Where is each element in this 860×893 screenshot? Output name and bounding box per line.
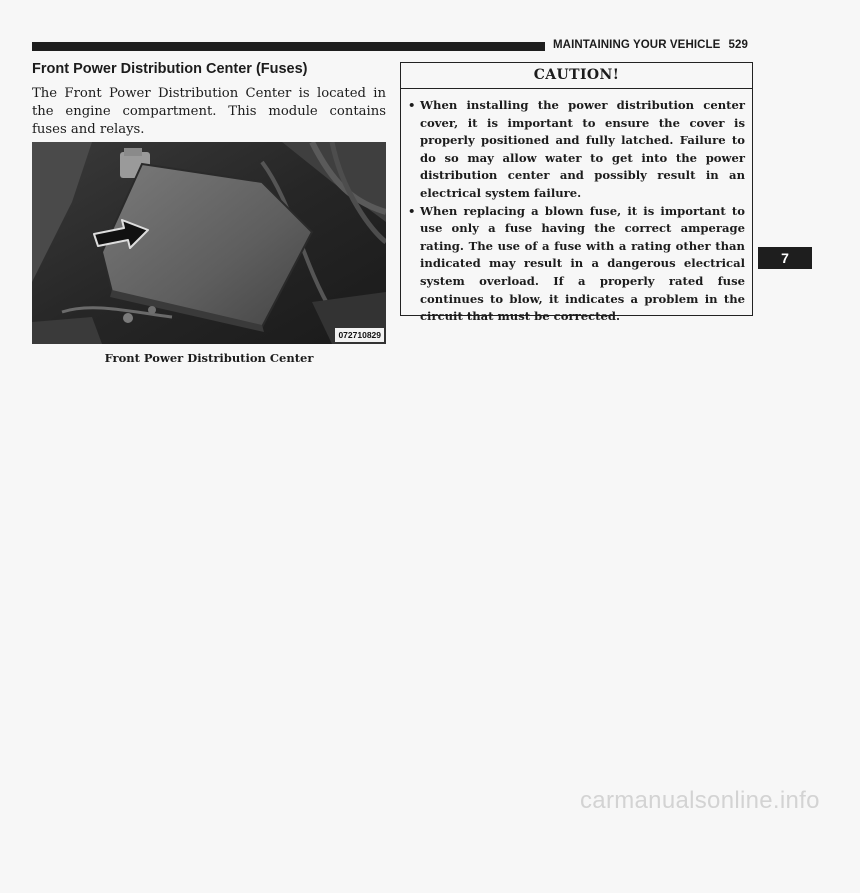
- caution-item: [408, 97, 745, 203]
- caution-list: [401, 89, 752, 326]
- section-title: Front Power Distribution Center (Fuses): [32, 61, 308, 77]
- bullet: •: [408, 203, 416, 218]
- bullet: •: [408, 98, 416, 112]
- page-number: 529: [728, 39, 748, 51]
- photo-illustration: [32, 142, 386, 344]
- header-rule: [32, 42, 545, 51]
- chapter-tab: 7: [758, 247, 812, 269]
- figure-code: 072710829: [335, 328, 384, 342]
- figure-caption: Front Power Distribution Center: [104, 351, 314, 365]
- watermark: carmanualsonline.info: [580, 787, 820, 814]
- intro-paragraph: The Front Power Distribution Center is located in the engine compartment. This module contains fuses and relays.: [32, 86, 386, 137]
- engine-compartment-photo: [32, 142, 386, 344]
- caution-item: [408, 203, 745, 326]
- caution-item-text: When replacing a blown fuse, it is important to use only a fuse having the correct amperage rating. The use of a fuse with a rating other than indicated may result in a dangerous electrical system overload. If a properly rated fuse continues to blow, it indicates a problem in the circuit that must be corrected.: [420, 203, 745, 324]
- caution-heading: CAUTION!: [401, 63, 752, 89]
- caution-box: [400, 62, 753, 324]
- header-section-title: MAINTAINING YOUR VEHICLE: [553, 39, 721, 51]
- running-header: [553, 39, 748, 51]
- caution-item-text: When installing the power distribution center cover, it is important to ensure the cover is properly positioned and fully latched. Failure to do so may allow water to get into the power distribution center and possibly result in an electrical system failure.: [420, 98, 745, 200]
